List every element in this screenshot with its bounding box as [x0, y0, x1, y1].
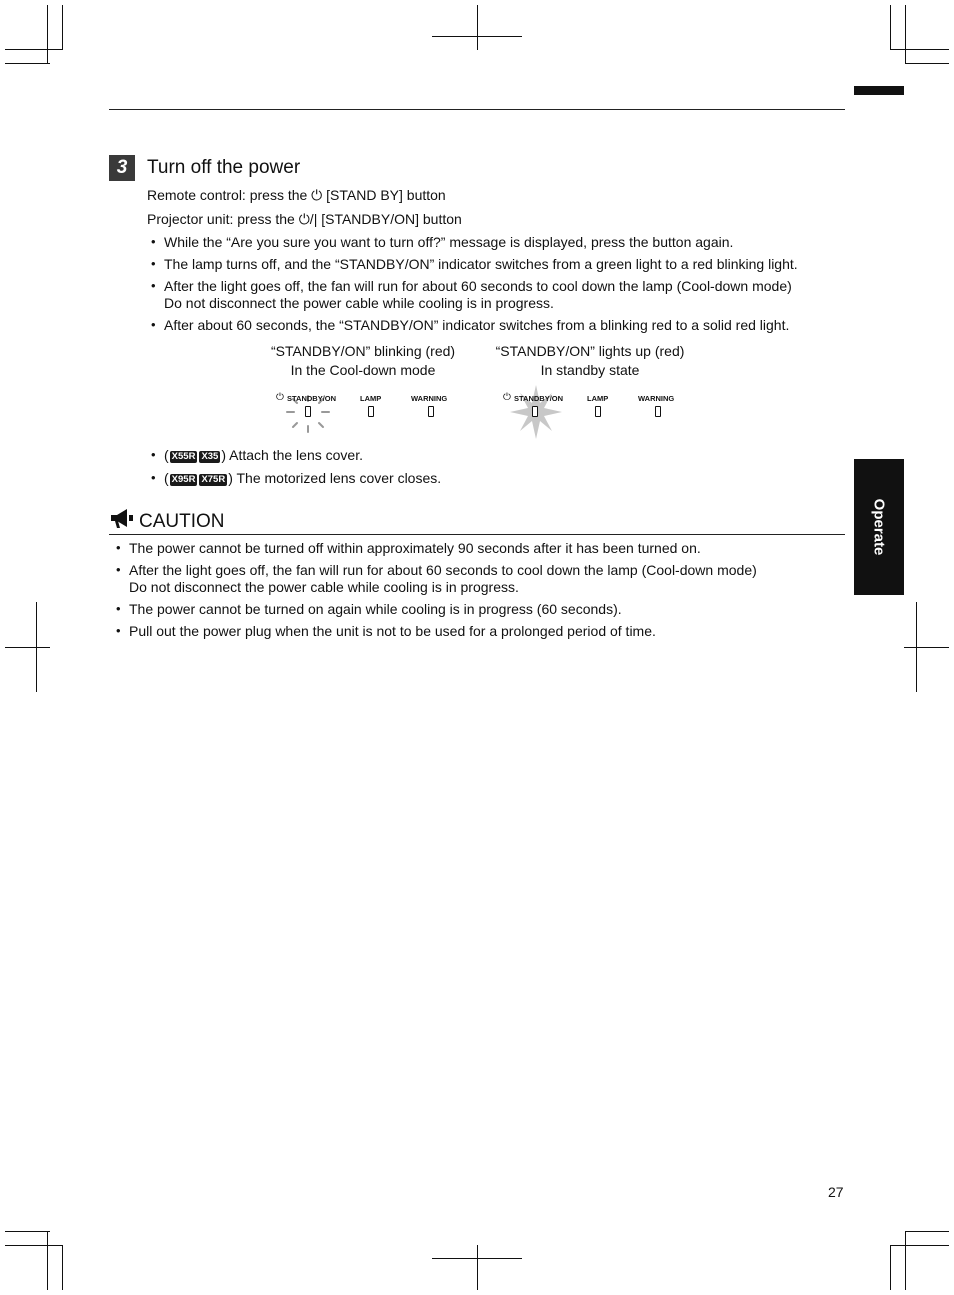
indicator-label-lamp: LAMP [587, 394, 609, 403]
power-icon: ⏻ [276, 392, 284, 403]
step-number-badge: 3 [109, 155, 135, 181]
model-badge: X95R [171, 474, 196, 485]
indicator-label-warning: WARNING [638, 394, 675, 403]
indicator-caption: “STANDBY/ON” lights up (red) [495, 343, 685, 359]
unit-instruction: Projector unit: press the ⏻/| [STANDBY/ON] button [147, 211, 462, 227]
indicator-label-lamp: LAMP [360, 394, 382, 403]
caution-title: CAUTION [139, 511, 225, 532]
indicator-label-standby: STANDBY/ON [514, 394, 564, 403]
list-item-continuation: Do not disconnect the power cable while cooling is in progress. [129, 579, 519, 595]
standby-led [305, 406, 311, 417]
section-tab-label: Operate [870, 498, 888, 556]
list-item: • The power cannot be turned on again while cooling is in progress (60 seconds). [116, 601, 622, 617]
list-item: • After the light goes off, the fan will run for about 60 seconds to cool down the lamp (Cool-down mode) [116, 562, 757, 578]
warning-led [655, 406, 661, 417]
step-title: Turn off the power [147, 157, 301, 178]
power-icon: ⏻ [503, 392, 511, 403]
list-item: • While the “Are you sure you want to turn off?” message is displayed, press the button again. [151, 234, 734, 250]
megaphone-icon [109, 508, 135, 530]
indicator-label-warning: WARNING [411, 394, 448, 403]
standby-led [532, 406, 538, 417]
list-item: • The power cannot be turned off within approximately 90 seconds after it has been turned on. [116, 540, 701, 556]
indicator-label-standby: STANDBY/ON [287, 394, 337, 403]
list-item-continuation: Do not disconnect the power cable while cooling is in progress. [164, 295, 554, 311]
page-number: 27 [828, 1184, 844, 1200]
lamp-led [595, 406, 601, 417]
section-tab-operate[interactable] [854, 459, 904, 595]
list-item: • ( X55R X35 ) Attach the lens cover. [151, 447, 363, 463]
list-item: • After about 60 seconds, the “STANDBY/ON” indicator switches from a blinking red to a solid red light. [151, 317, 790, 333]
warning-led [428, 406, 434, 417]
remote-instruction: Remote control: press the ⏻ [STAND BY] button [147, 187, 446, 203]
header-bar [854, 86, 904, 95]
model-badge: X35 [201, 451, 219, 462]
indicator-caption: “STANDBY/ON” blinking (red) [270, 343, 456, 359]
list-item: • After the light goes off, the fan will run for about 60 seconds to cool down the lamp (Cool-down mode) [151, 278, 792, 294]
indicator-caption: In standby state [540, 362, 640, 378]
list-item: • ( X95R X75R ) The motorized lens cover closes. [151, 470, 442, 486]
list-item: • The lamp turns off, and the “STANDBY/ON” indicator switches from a green light to a red blinking light. [151, 256, 798, 272]
indicator-caption: In the Cool-down mode [290, 362, 436, 378]
header-rule [109, 109, 845, 110]
lamp-led [368, 406, 374, 417]
model-badge: X75R [201, 474, 226, 485]
list-item: • Pull out the power plug when the unit is not to be used for a prolonged period of time. [116, 623, 656, 639]
model-badge: X55R [171, 451, 196, 462]
caution-rule [109, 534, 845, 535]
